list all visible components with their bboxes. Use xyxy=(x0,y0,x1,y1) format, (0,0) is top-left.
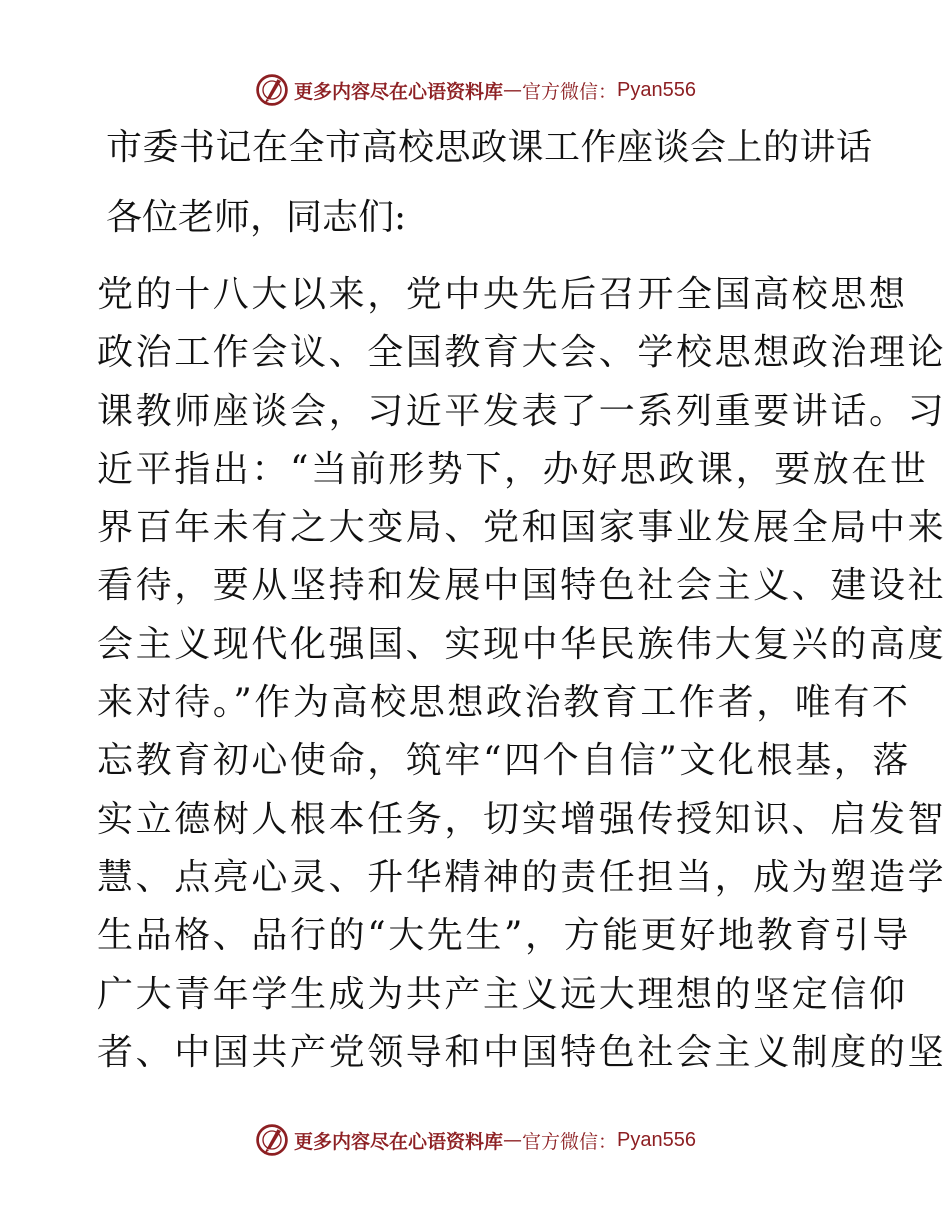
body-line: 忘教育初心使命，筑牢“四个自信”文化根基，落 xyxy=(97,740,912,782)
header-banner xyxy=(0,70,950,110)
body-line: 实立德树人根本任务，切实增强传授知识、启发智 xyxy=(97,798,947,840)
footer-site-text: 更多内容尽在心语资料库 xyxy=(294,1130,504,1153)
body-line: 来对待。”作为高校思想政治教育工作者，唯有不 xyxy=(97,682,911,724)
body-line: 广大青年学生成为共产主义远大理想的坚定信仰 xyxy=(97,973,908,1015)
body-line: 会主义现代化强国、实现中华民族伟大复兴的高度 xyxy=(97,623,947,665)
document-title: 市委书记在全市高校思政课工作座谈会上的讲话 xyxy=(106,127,873,168)
body-line: 课教师座谈会，习近平发表了一系列重要讲话。习 xyxy=(97,390,947,432)
header-separator: — xyxy=(503,79,523,101)
salutation: 各位老师，同志们: xyxy=(106,197,407,238)
body-line: 党的十八大以来，党中央先后召开全国高校思想 xyxy=(97,274,908,315)
header-wechat-id: Pyan556 xyxy=(617,78,696,101)
body-line: 生品格、品行的“大先生”，方能更好地教育引导 xyxy=(97,915,912,957)
footer-wechat-id: Pyan556 xyxy=(617,1128,696,1151)
footer-wechat-label: 官方微信： xyxy=(522,1130,618,1153)
pen-nib-logo-icon xyxy=(254,1122,290,1158)
header-wechat-label: 官方微信： xyxy=(522,80,618,103)
body-line: 近平指出：“当前形势下，办好思政课，要放在世 xyxy=(97,448,929,490)
body-line: 界百年未有之大变局、党和国家事业发展全局中来 xyxy=(97,507,947,549)
pen-nib-logo-icon xyxy=(254,72,290,108)
body-line: 政治工作会议、全国教育大会、学校思想政治理论 xyxy=(97,332,947,374)
body-line: 者、中国共产党领导和中国特色社会主义制度的坚 xyxy=(97,1031,947,1073)
header-site-text: 更多内容尽在心语资料库 xyxy=(294,80,504,103)
body-line: 慧、点亮心灵、升华精神的责任担当，成为塑造学 xyxy=(97,856,947,898)
body-text xyxy=(97,266,947,1082)
footer-banner xyxy=(0,1120,950,1160)
footer-separator: — xyxy=(503,1129,523,1151)
body-line: 看待，要从坚持和发展中国特色社会主义、建设社 xyxy=(97,565,947,607)
